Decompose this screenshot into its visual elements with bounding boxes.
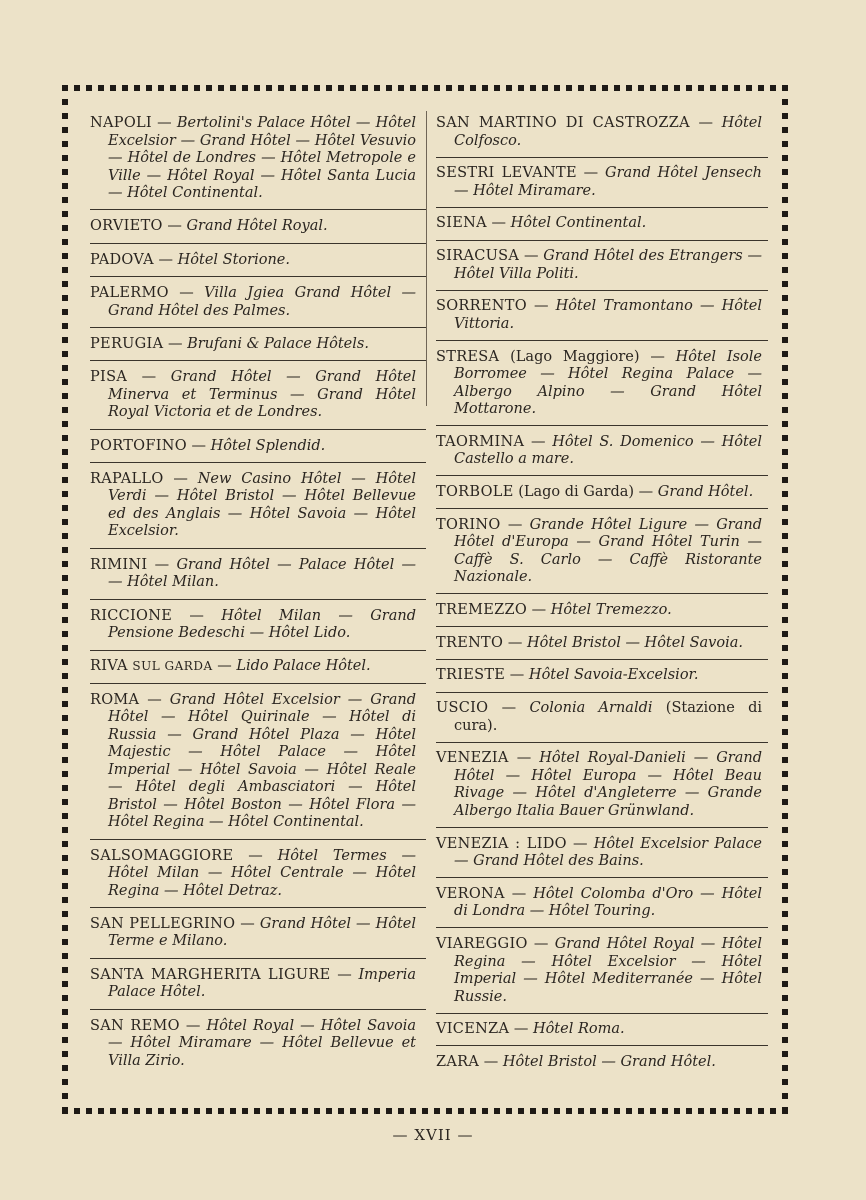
entry-separator: [90, 683, 426, 684]
city-name: SESTRI LEVANTE: [436, 165, 577, 182]
hotel-entry: SORRENTO — Hôtel Tramontano — Hôtel Vittoria.: [436, 298, 762, 341]
hotel-list: Grand Hôtel — Grand Hôtel Minerva et Terminus — Grand Hôtel Royal Victoria et de Londres.: [108, 369, 416, 421]
hotel-note: (Stazione di cura).: [454, 700, 762, 734]
hotel-list: Lido Palace Hôtel.: [236, 658, 371, 675]
city-name: VICENZA: [436, 1021, 510, 1038]
hotel-list: Hôtel Savoia-Excelsior.: [528, 667, 699, 684]
hotel-list: Grand Hôtel des Etrangers — Hôtel Villa Politi.: [454, 248, 762, 282]
hotel-entry: STRESA (Lago Maggiore) — Hôtel Isole Borromee — Hôtel Regina Palace — Albergo Alpino — Grand Hôtel Mottarone.: [436, 349, 762, 427]
hotel-list: Grand Hôtel — Palace Hôtel — — Hôtel Milan.: [108, 556, 417, 591]
city-name: ZARA: [436, 1053, 480, 1070]
city-name: VIAREGGIO: [436, 936, 528, 952]
hotel-entry: PALERMO — Villa Jgiea Grand Hôtel — Grand Hôtel des Palmes.: [90, 285, 416, 328]
hotel-list: Grand Hôtel Royal.: [186, 218, 328, 235]
city-name: VENEZIA : LIDO: [436, 835, 567, 852]
city-name: PERUGIA: [90, 335, 164, 352]
hotel-list: New Casino Hôtel — Hôtel Verdi — Hôtel Bristol — Hôtel Bellevue ed des Anglais — Hôtel Savoia — Hôtel Excelsior.: [108, 470, 416, 540]
hotel-entry: SIENA — Hôtel Continental.: [436, 215, 762, 240]
hotel-list: Colonia Arnaldi: [529, 700, 653, 717]
city-name: TORINO: [436, 516, 501, 533]
hotel-list: Hôtel Royal — Hôtel Savoia — Hôtel Miramare — Hôtel Bellevue et Villa Zirio.: [108, 1017, 417, 1069]
entry-separator: [90, 360, 426, 361]
hotel-entry: TRIESTE — Hôtel Savoia-Excelsior.: [436, 667, 762, 692]
hotel-entry: VENEZIA : LIDO — Hôtel Excelsior Palace — Grand Hôtel des Bains.: [436, 836, 762, 879]
entry-separator: [90, 327, 426, 328]
hotel-list: Hôtel Roma.: [532, 1021, 625, 1038]
hotel-entry: TAORMINA — Hôtel S. Domenico — Hôtel Castello a mare.: [436, 434, 762, 477]
hotel-entry: USCIO — Colonia Arnaldi (Stazione di cura).: [436, 700, 762, 743]
hotel-entry: VICENZA — Hôtel Roma.: [436, 1021, 762, 1046]
city-name: RICCIONE: [90, 607, 173, 624]
hotel-entry: ROMA — Grand Hôtel Excelsior — Grand Hôtel — Hôtel Quirinale — Hôtel di Russia — Grand Hôtel Plaza — Hôtel Majestic — Hôtel Palace — Hôtel Imperial — Hôtel Savoia — Hôtel Reale — Hôtel degli Ambasciatori — Hôtel Bristol — Hôtel Boston — Hôtel Flora — Hôtel Regina — Hôtel Continental.: [90, 692, 416, 840]
hotel-list: Hôtel Continental.: [510, 215, 647, 232]
city-name: RAPALLO: [90, 470, 164, 487]
entry-separator: [90, 209, 426, 210]
border-top: [62, 85, 788, 92]
entry-separator: [90, 650, 426, 651]
hotel-entry: VERONA — Hôtel Colomba d'Oro — Hôtel di Londra — Hôtel Touring.: [436, 886, 762, 929]
hotel-entry: RAPALLO — New Casino Hôtel — Hôtel Verdi — Hôtel Bristol — Hôtel Bellevue ed des Anglais — Hôtel Savoia — Hôtel Excelsior.: [90, 471, 416, 549]
entry-separator: [436, 927, 768, 928]
entry-separator: [90, 276, 426, 277]
hotel-list: Hôtel Tramontano — Hôtel Vittoria.: [454, 298, 762, 332]
entry-separator: [436, 742, 768, 743]
city-name: VERONA: [436, 885, 505, 902]
dotted-border-frame: [62, 85, 788, 1115]
hotel-list: Hôtel Termes — Hôtel Milan — Hôtel Centrale — Hôtel Regina — Hôtel Detraz.: [108, 847, 417, 899]
city-name: TRIESTE: [436, 667, 506, 684]
city-name: PALERMO: [90, 285, 169, 302]
hotel-entry: SAN MARTINO DI CASTROZZA — Hôtel Colfosco.: [436, 115, 762, 158]
hotel-list: Grande Hôtel Ligure — Grand Hôtel d'Europa — Grand Hôtel Turin — Caffè S. Carlo — Caffè Ristorante Nazionale.: [454, 516, 762, 586]
hotel-list: Hôtel Excelsior Palace — Grand Hôtel des Bains.: [454, 835, 762, 870]
entry-separator: [90, 462, 426, 463]
hotel-list: Hôtel Tremezzo.: [550, 601, 672, 618]
column-divider: [426, 111, 427, 406]
hotel-entry: SAN REMO — Hôtel Royal — Hôtel Savoia — Hôtel Miramare — Hôtel Bellevue et Villa Zirio.: [90, 1017, 417, 1069]
hotel-list: Hôtel Splendid.: [210, 437, 326, 454]
city-name: NAPOLI: [90, 115, 152, 131]
city-name: SIRACUSA: [436, 248, 520, 265]
city-name: SORRENTO: [436, 298, 527, 315]
hotel-list: Hôtel Bristol — Hôtel Savoia.: [526, 634, 743, 651]
city-suffix: SUL GARDA: [132, 659, 213, 674]
hotel-entry: SANTA MARGHERITA LIGURE — Imperia Palace Hôtel.: [90, 967, 416, 1010]
hotel-entry: VIAREGGIO — Grand Hôtel Royal — Hôtel Regina — Hôtel Excelsior — Hôtel Imperial — Hôtel Mediterranée — Hôtel Russie.: [436, 936, 762, 1014]
page-number: — XVII —: [392, 1126, 474, 1144]
city-name: TRENTO: [436, 634, 504, 651]
city-name: PISA: [90, 369, 128, 386]
hotel-entry: PORTOFINO — Hôtel Splendid.: [90, 438, 416, 463]
hotel-entry: RIVA SUL GARDA — Lido Palace Hôtel.: [90, 658, 416, 683]
entry-separator: [90, 243, 426, 244]
hotel-list: Hôtel Royal-Danieli — Grand Hôtel — Hôtel Europa — Hôtel Beau Rivage — Hôtel d'Angleterre — Grande Albergo Italia Bauer Grünwland.: [454, 750, 763, 819]
hotel-list: Bertolini's Palace Hôtel — Hôtel Excelsior — Grand Hôtel — Hôtel Vesuvio — Hôtel de Londres — Hôtel Metropole e Ville — Hôtel Royal — Hôtel Santa Lucia — Hôtel Continental.: [108, 115, 417, 201]
city-name: SIENA: [436, 215, 487, 232]
hotel-entry: TORBOLE (Lago di Garda) — Grand Hôtel.: [436, 484, 762, 509]
entry-separator: [436, 692, 768, 693]
hotel-list: Imperia Palace Hôtel.: [108, 966, 416, 1001]
entry-separator: [436, 157, 768, 158]
entry-separator: [90, 599, 426, 600]
hotel-entry: TORINO — Grande Hôtel Ligure — Grand Hôtel d'Europa — Grand Hôtel Turin — Caffè S. Carlo — Caffè Ristorante Nazionale.: [436, 517, 762, 595]
hotel-list: Grand Hôtel Excelsior — Grand Hôtel — Hôtel Quirinale — Hôtel di Russia — Grand Hôtel Plaza — Hôtel Majestic — Hôtel Palace — Hôtel Imperial — Hôtel Savoia — Hôtel Reale — Hôtel degli Ambasciatori — Hôtel Bristol — Hôtel Boston — Hôtel Flora — Hôtel Regina — Hôtel Continental.: [108, 691, 416, 831]
hotel-entry: ORVIETO — Grand Hôtel Royal.: [90, 218, 416, 243]
city-note: (Lago Maggiore): [510, 348, 640, 365]
left-column: [90, 115, 416, 1070]
hotel-list: Grand Hôtel — Hôtel Terme e Milano.: [108, 915, 416, 950]
city-name: SANTA MARGHERITA LIGURE: [90, 966, 331, 983]
hotel-list: Hôtel Bristol — Grand Hôtel.: [502, 1053, 716, 1070]
city-note: (Lago di Garda): [518, 484, 635, 501]
entry-separator: [436, 290, 768, 291]
hotel-entry: PISA — Grand Hôtel — Grand Hôtel Minerva et Terminus — Grand Hôtel Royal Victoria et de Londres.: [90, 369, 416, 429]
city-name: ORVIETO: [90, 218, 163, 235]
hotel-list: Hôtel Colfosco.: [454, 115, 762, 149]
city-name: SAN REMO: [90, 1017, 180, 1034]
entry-separator: [436, 827, 768, 828]
hotel-list: Villa Jgiea Grand Hôtel — Grand Hôtel des Palmes.: [108, 285, 416, 319]
entry-separator: [436, 1013, 768, 1014]
city-name: STRESA: [436, 348, 500, 365]
hotel-entry: SAN PELLEGRINO — Grand Hôtel — Hôtel Terme e Milano.: [90, 916, 416, 959]
entry-separator: [436, 425, 768, 426]
hotel-list: Hôtel Milan — Grand Pensione Bedeschi — Hôtel Lido.: [108, 607, 416, 642]
entry-separator: [90, 429, 426, 430]
hotel-list: Grand Hôtel Jensech — Hôtel Miramare.: [454, 165, 762, 199]
entry-separator: [436, 207, 768, 208]
hotel-entry: TREMEZZO — Hôtel Tremezzo.: [436, 602, 762, 627]
hotel-list: Hôtel S. Domenico — Hôtel Castello a mare.: [454, 433, 762, 468]
city-name: SAN MARTINO DI CASTROZZA: [436, 115, 690, 131]
hotel-list: Grand Hôtel Royal — Hôtel Regina — Hôtel Excelsior — Hôtel Imperial — Hôtel Mediterranée — Hôtel Russie.: [454, 936, 762, 1005]
hotel-list: Brufani & Palace Hôtels.: [187, 335, 369, 352]
city-name: PORTOFINO: [90, 437, 187, 454]
hotel-entry: SALSOMAGGIORE — Hôtel Termes — Hôtel Milan — Hôtel Centrale — Hôtel Regina — Hôtel Detraz.: [90, 848, 416, 908]
city-name: TREMEZZO: [436, 601, 528, 618]
border-left: [62, 85, 68, 1115]
hotel-entry: SIRACUSA — Grand Hôtel des Etrangers — Hôtel Villa Politi.: [436, 248, 762, 291]
hotel-entry: RIMINI — Grand Hôtel — Palace Hôtel — — Hôtel Milan.: [90, 557, 416, 600]
hotel-list: Hôtel Colomba d'Oro — Hôtel di Londra — Hôtel Touring.: [454, 885, 763, 920]
entry-separator: [436, 1045, 768, 1046]
hotel-entry: PERUGIA — Brufani & Palace Hôtels.: [90, 336, 416, 361]
hotel-entry: RICCIONE — Hôtel Milan — Grand Pensione Bedeschi — Hôtel Lido.: [90, 608, 416, 651]
hotel-entry: TRENTO — Hôtel Bristol — Hôtel Savoia.: [436, 635, 762, 660]
hotel-entry: SESTRI LEVANTE — Grand Hôtel Jensech — Hôtel Miramare.: [436, 165, 762, 208]
entry-separator: [436, 659, 768, 660]
entry-separator: [90, 1009, 426, 1010]
right-column: [436, 115, 762, 1071]
hotel-list: Hôtel Isole Borromee — Hôtel Regina Palace — Albergo Alpino — Grand Hôtel Mottarone.: [454, 348, 762, 418]
entry-separator: [90, 907, 426, 908]
entry-separator: [436, 240, 768, 241]
entry-separator: [436, 626, 768, 627]
city-name: SAN PELLEGRINO: [90, 915, 236, 932]
city-name: SALSOMAGGIORE: [90, 847, 234, 864]
city-name: ROMA: [90, 691, 140, 708]
border-bottom: [62, 1108, 788, 1115]
entry-separator: [90, 839, 426, 840]
city-name: VENEZIA: [436, 750, 509, 767]
hotel-list: Hôtel Storione.: [177, 251, 290, 268]
city-name: RIMINI: [90, 556, 148, 573]
hotel-entry: VENEZIA — Hôtel Royal-Danieli — Grand Hôtel — Hôtel Europa — Hôtel Beau Rivage — Hôtel d'Angleterre — Grande Albergo Italia Bauer Grünwland.: [436, 750, 762, 828]
entry-separator: [90, 548, 426, 549]
hotel-list: Grand Hôtel.: [657, 484, 754, 501]
hotel-entry: NAPOLI — Bertolini's Palace Hôtel — Hôtel Excelsior — Grand Hôtel — Hôtel Vesuvio — Hôtel de Londres — Hôtel Metropole e Ville — Hôtel Royal — Hôtel Santa Lucia — Hôtel Continental.: [90, 115, 416, 210]
hotel-entry: ZARA — Hôtel Bristol — Grand Hôtel.: [436, 1053, 716, 1070]
city-name: TAORMINA: [436, 433, 525, 450]
entry-separator: [436, 340, 768, 341]
city-name: RIVA: [90, 658, 128, 675]
city-name: PADOVA: [90, 251, 154, 268]
entry-separator: [436, 877, 768, 878]
entry-separator: [436, 475, 768, 476]
hotel-entry: PADOVA — Hôtel Storione.: [90, 252, 416, 277]
entry-separator: [90, 958, 426, 959]
city-name: USCIO: [436, 700, 489, 717]
entry-separator: [436, 593, 768, 594]
city-name: TORBOLE: [436, 484, 514, 501]
border-right: [782, 85, 788, 1115]
entry-separator: [436, 508, 768, 509]
